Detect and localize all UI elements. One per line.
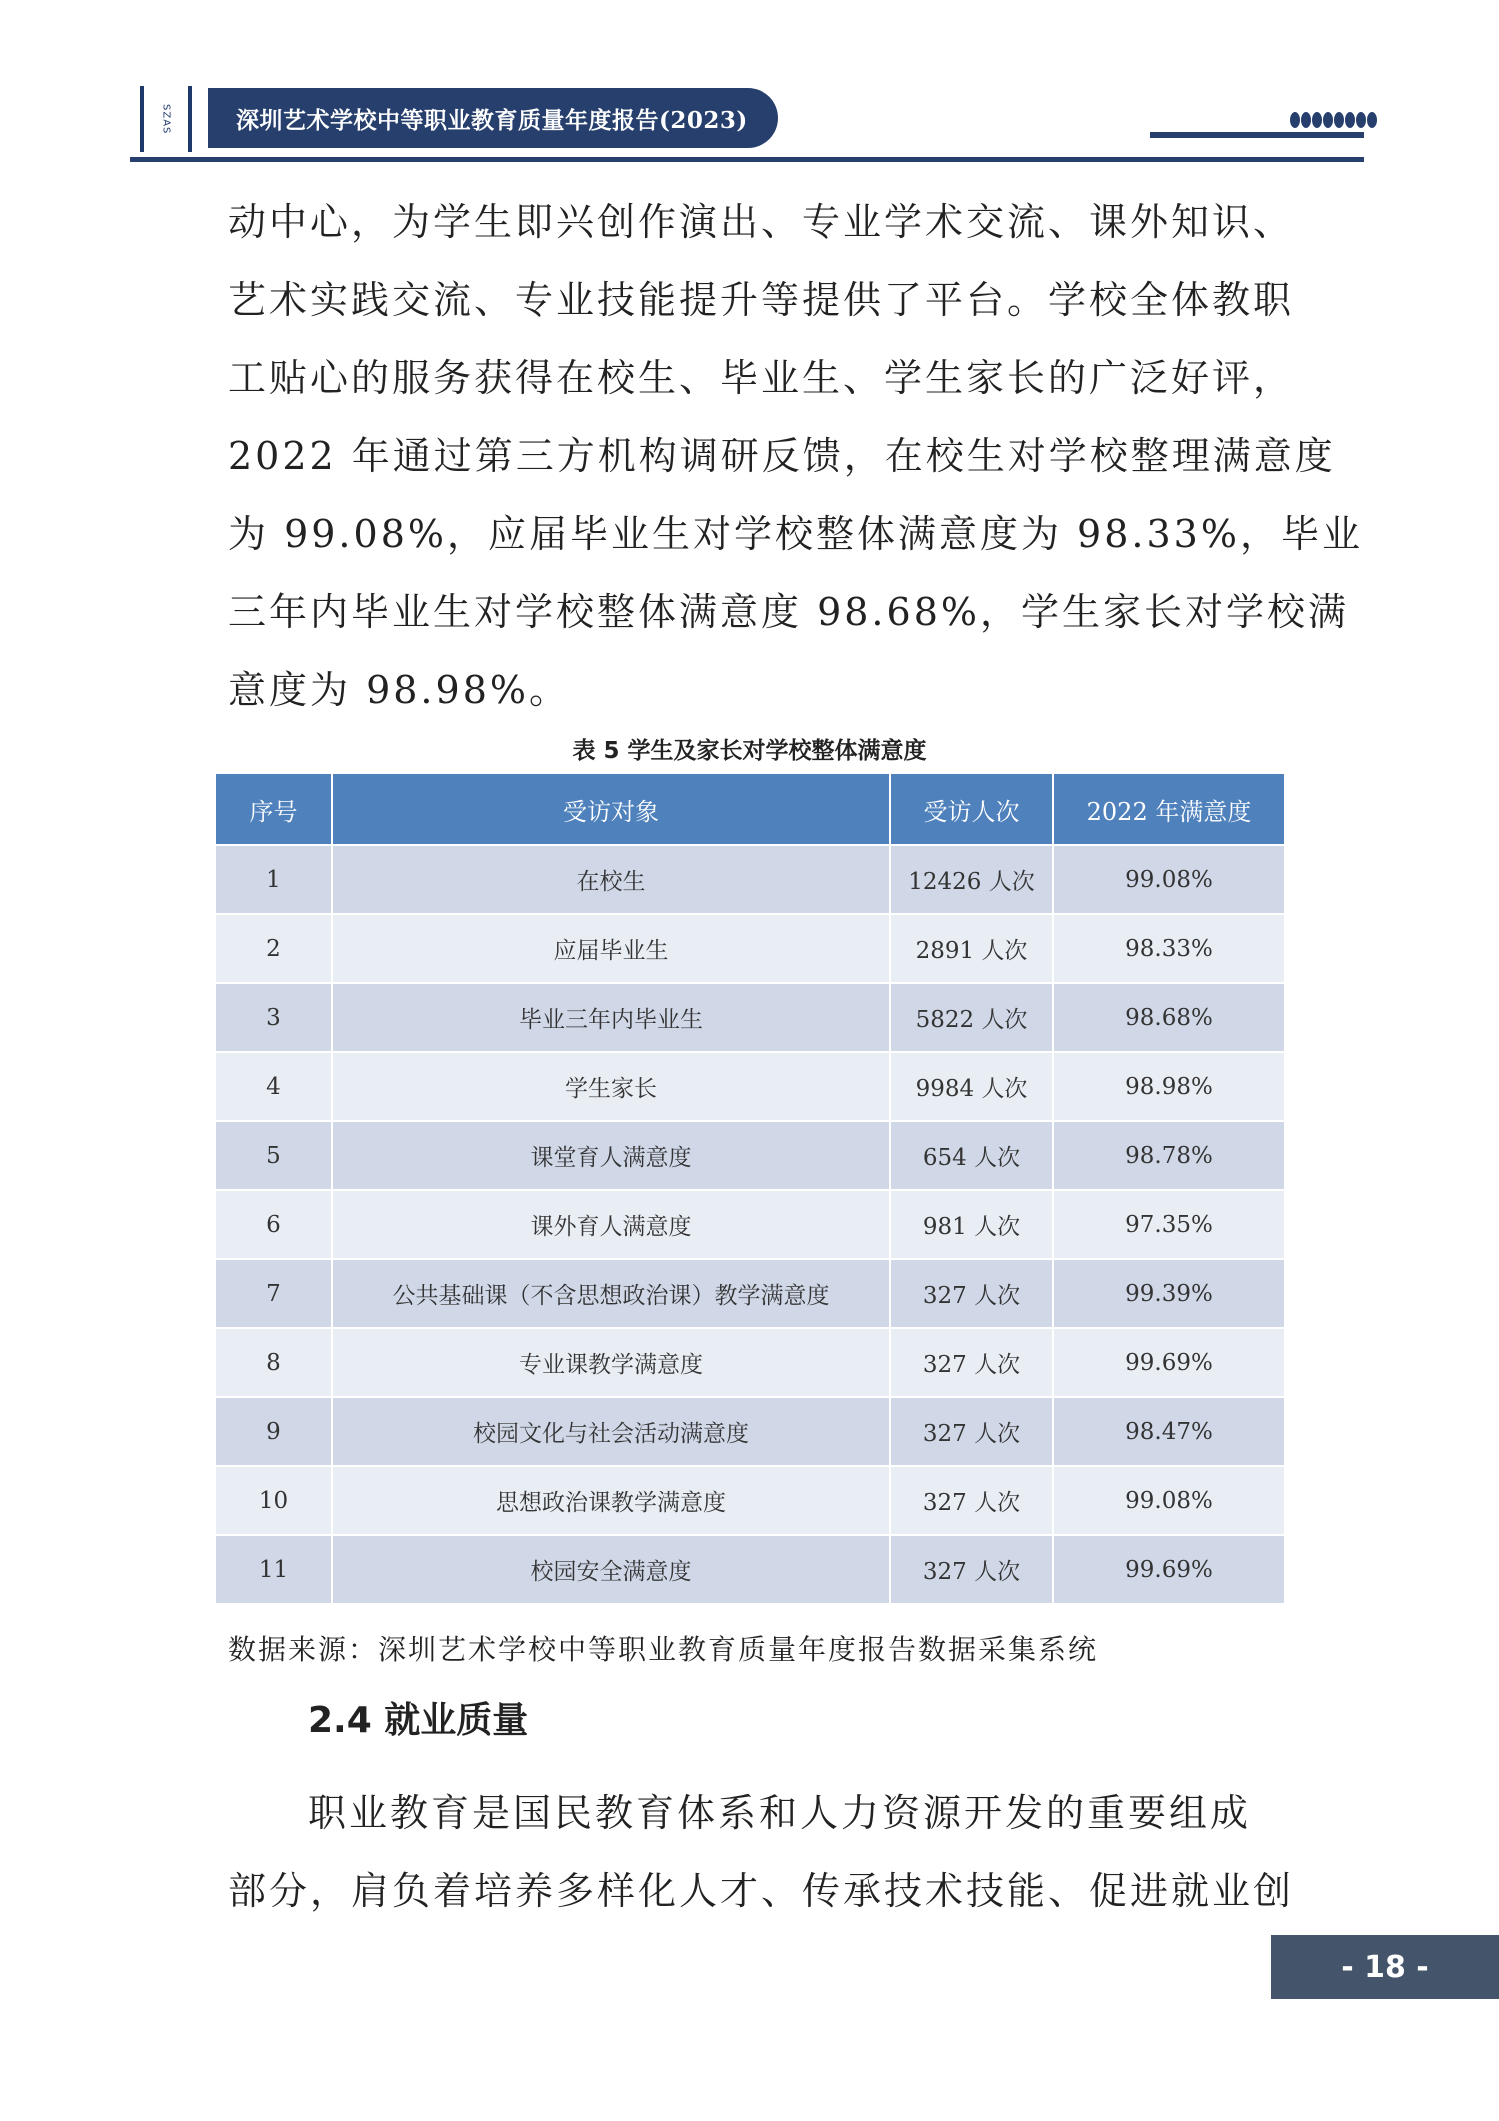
page-number: - 18 - [1271,1935,1499,1999]
table-cell: 8 [215,1328,332,1397]
text-line: 艺术实践交流、专业技能提升等提供了平台。学校全体教职 [228,278,1295,322]
table-cell: 99.69% [1053,1535,1285,1604]
table-row [215,914,1285,983]
table-header-row [215,773,1285,845]
table-row [215,1052,1285,1121]
table-cell: 98.98% [1053,1052,1285,1121]
table-cell: 99.39% [1053,1259,1285,1328]
report-title-banner [208,88,778,148]
column-header: 2022 年满意度 [1053,773,1285,845]
table-cell: 98.68% [1053,983,1285,1052]
table-cell: 毕业三年内毕业生 [332,983,890,1052]
logo-letters: SZAS [160,103,172,135]
text-line: 职业教育是国民教育体系和人力资源开发的重要组成 [308,1791,1252,1835]
report-title: 深圳艺术学校中等职业教育质量年度报告(2023) [236,106,748,134]
text-line: 工贴心的服务获得在校生、毕业生、学生家长的广泛好评， [228,356,1295,400]
table-cell: 应届毕业生 [332,914,890,983]
header-accent-line [1150,132,1364,138]
decorative-dots [1290,112,1378,128]
table-cell: 校园安全满意度 [332,1535,890,1604]
table-cell: 98.47% [1053,1397,1285,1466]
table-cell: 学生家长 [332,1052,890,1121]
table-row [215,845,1285,914]
table-cell: 327 人次 [890,1466,1053,1535]
text-line: 意度为 98.98%。 [228,668,570,712]
column-header: 受访人次 [890,773,1053,845]
table-cell: 2 [215,914,332,983]
table-caption: 表 5 学生及家长对学校整体满意度 [572,738,927,764]
table-cell: 专业课教学满意度 [332,1328,890,1397]
section-heading: 2.4 就业质量 [308,1700,529,1741]
table-cell: 11 [215,1535,332,1604]
table-cell: 6 [215,1190,332,1259]
body-paragraph-1 [228,183,1363,729]
table-cell: 3 [215,983,332,1052]
data-source-note: 数据来源：深圳艺术学校中等职业教育质量年度报告数据采集系统 [228,1633,1099,1666]
table-cell: 5 [215,1121,332,1190]
table-row [215,1397,1285,1466]
table-cell: 2891 人次 [890,914,1053,983]
table-cell: 99.08% [1053,1466,1285,1535]
table-cell: 654 人次 [890,1121,1053,1190]
table-cell: 98.33% [1053,914,1285,983]
table-row [215,1259,1285,1328]
table-cell: 在校生 [332,845,890,914]
satisfaction-table [214,772,1286,1605]
school-logo [140,86,192,152]
table-cell: 5822 人次 [890,983,1053,1052]
table-row [215,1121,1285,1190]
table-row [215,1466,1285,1535]
table-row [215,1190,1285,1259]
body-paragraph-2 [228,1774,1295,1930]
text-line: 动中心，为学生即兴创作演出、专业学术交流、课外知识、 [228,200,1295,244]
table-cell: 9984 人次 [890,1052,1053,1121]
table-cell: 981 人次 [890,1190,1053,1259]
table-cell: 9 [215,1397,332,1466]
page-header [0,0,1499,180]
header-divider [130,157,1364,162]
column-header: 受访对象 [332,773,890,845]
table-cell: 98.78% [1053,1121,1285,1190]
table-cell: 公共基础课（不含思想政治课）教学满意度 [332,1259,890,1328]
table-cell: 1 [215,845,332,914]
table-body [215,845,1285,1604]
table-cell: 课外育人满意度 [332,1190,890,1259]
table-cell: 327 人次 [890,1397,1053,1466]
text-line: 2022 年通过第三方机构调研反馈，在校生对学校整理满意度 [228,434,1336,478]
table-cell: 327 人次 [890,1535,1053,1604]
text-line: 三年内毕业生对学校整体满意度 98.68%，学生家长对学校满 [228,590,1349,634]
table-cell: 4 [215,1052,332,1121]
table-cell: 97.35% [1053,1190,1285,1259]
column-header: 序号 [215,773,332,845]
table-cell: 校园文化与社会活动满意度 [332,1397,890,1466]
text-line: 为 99.08%，应届毕业生对学校整体满意度为 98.33%，毕业 [228,512,1363,556]
table-cell: 思想政治课教学满意度 [332,1466,890,1535]
table-cell: 327 人次 [890,1328,1053,1397]
table-row [215,1535,1285,1604]
table-row [215,1328,1285,1397]
table-row [215,983,1285,1052]
table-cell: 99.69% [1053,1328,1285,1397]
text-line: 部分，肩负着培养多样化人才、传承技术技能、促进就业创 [228,1869,1295,1913]
table-cell: 99.08% [1053,845,1285,914]
table-cell: 10 [215,1466,332,1535]
table-cell: 课堂育人满意度 [332,1121,890,1190]
table-cell: 7 [215,1259,332,1328]
table-cell: 327 人次 [890,1259,1053,1328]
table-cell: 12426 人次 [890,845,1053,914]
